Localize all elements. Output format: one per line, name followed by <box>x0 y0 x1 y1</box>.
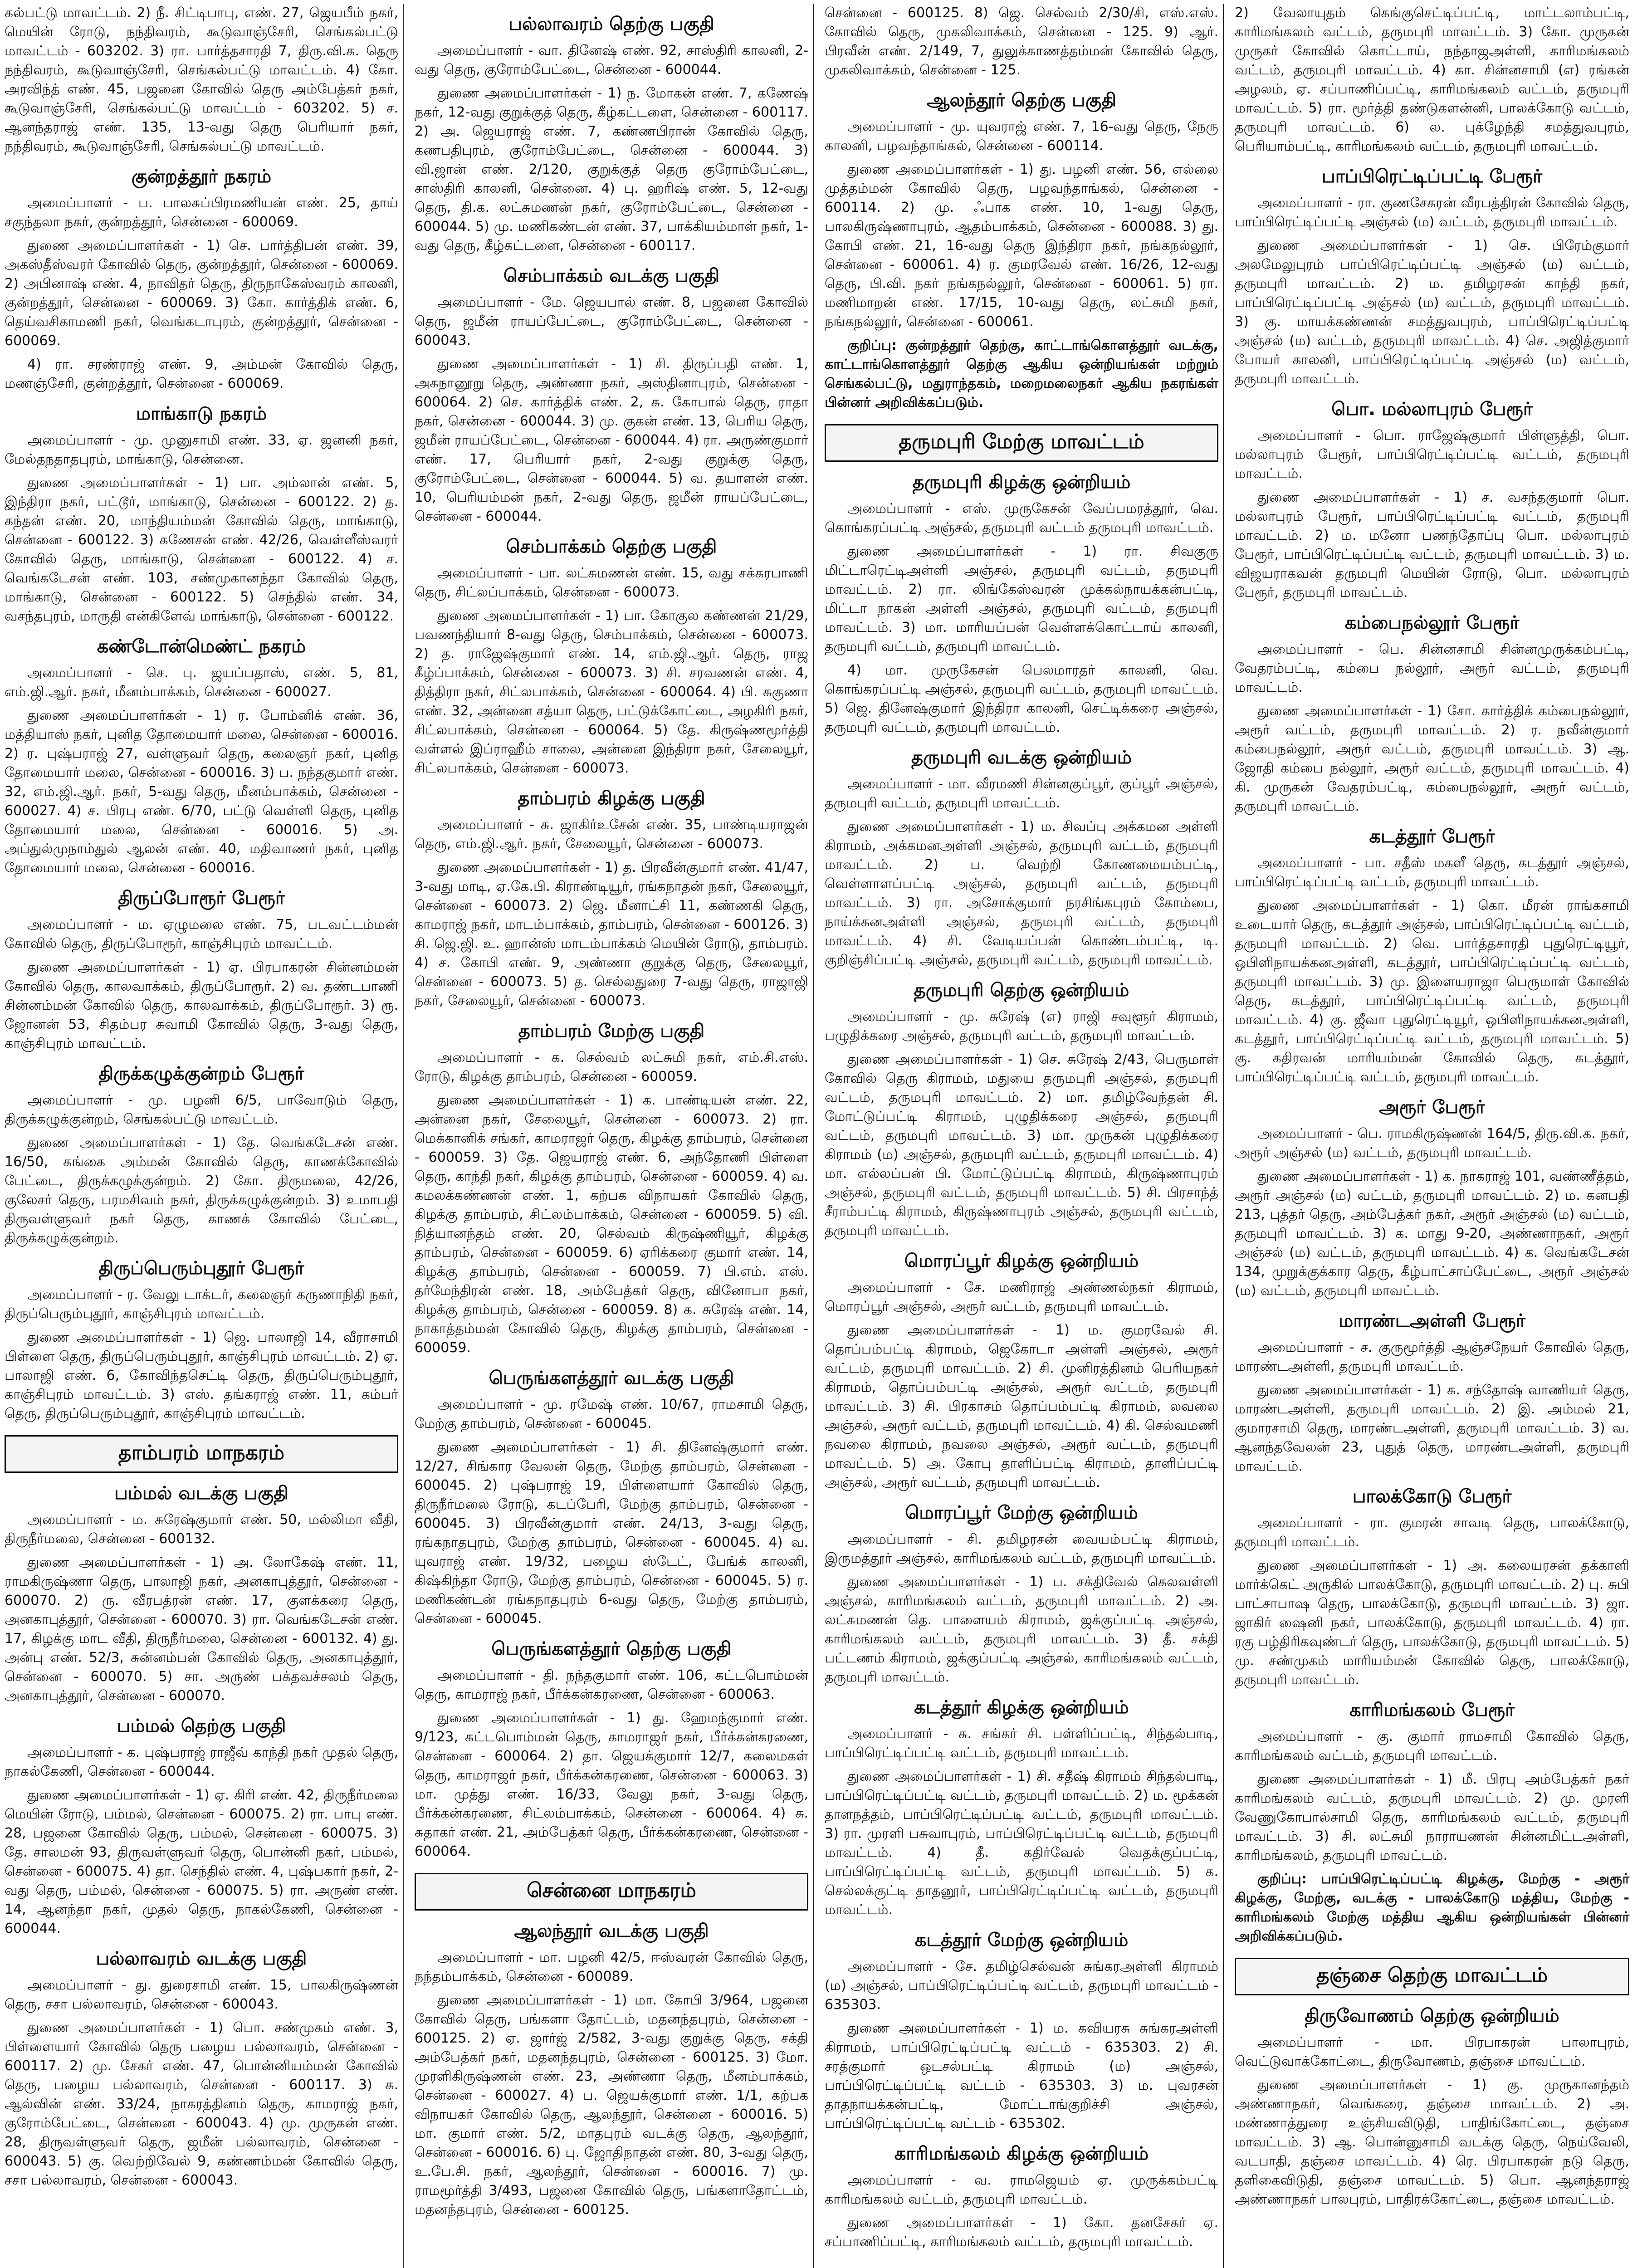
section-heading: திருப்பெரும்புதூர் பேரூர் <box>98 1258 304 1279</box>
section-heading: பம்மல் தெற்கு பகுதி <box>117 1716 286 1736</box>
section-heading: மாரண்டஅள்ளி பேரூர் <box>1339 1310 1525 1331</box>
member-paragraph: துணை அமைப்பாளர்கள் - 1) த. பிரவீன்குமார் எண். 41/47, 3-வது மாடி, ஏ.கே.பி. கிராண்டியூர், ரங்கநாதன் நகர், சேலையூர், சென்னை - 600073. 2) ஜெ. மீனாட்சி 11, கண்ணகி தெரு, காமராஜ் நகர், மாடம்பாக்கம், தாம்பரம், சென்னை - 600126. 3) சி. ஜெ.ஜி. உ. ஹான்ஸ் மாடம்பாக்கம் மெயின் ரோடு, தாம்பரம். 4) ச. கோபி எண். 9, அண்ணா குறுக்கு தெரு, சேலையூர், சென்னை - 600073. 5) த. செல்லதுரை 7-வது தெரு, ராஜாஜி நகர், சேலையூர், சென்னை - 600073. <box>415 860 808 1009</box>
member-paragraph: அமைப்பாளர் - சே. தமிழ்செல்வன் சுங்கரஅள்ளி கிராமம் (ம) அஞ்சல், பாப்பிரெட்டிப்பட்டி வட்டம், தருமபுரி மாவட்டம் - 635303. <box>825 1959 1218 2013</box>
member-paragraph: அமைப்பாளர் - பொ. ராஜேஷ்குமார் பிள்ளுத்தி, பொ. மல்லாபுரம் பேரூர், பாப்பிரெட்டிப்பட்டி வட்டம், தருமபுரி மாவட்டம். <box>1235 428 1629 482</box>
member-paragraph: அமைப்பாளர் - மு. முனுசாமி எண். 33, ஏ. ஜனனி நகர், மேல்தநதாதபுரம், மாங்காடு, சென்னை. <box>5 432 398 467</box>
member-paragraph: துணை அமைப்பாளர்கள் - 1) க. பாண்டியன் எண். 22, அன்னை நகர், சேலையூர், சென்னை - 600073. 2) ரா. மெக்கானிக் சங்கர், காமராஜர் தெரு, கிழக்கு தாம்பரம், சென்னை - 600059. 3) தே. ஜெயராஜ் எண். 6, அந்தோணி பிள்ளை தெரு, காந்தி நகர், கிழக்கு தாம்பரம், சென்னை - 600059. 4) வ. கமலக்கண்ணன் எண். 1, கற்பக விநாயகர் கோவில் தெரு, கிழக்கு தாம்பரம், சிட்லம்பாக்கம், சென்னை - 600059. 5) வி. நித்யானந்தம் எண். 20, செல்வம் கிருஷ்ணியூர், கிழக்கு தாம்பரம், சென்னை - 600059. 6) ஏரிக்கரை குமார் எண். 14, கிழக்கு தாம்பரம், சென்னை - 600059. 7) பி.எம். எஸ். தர்மேந்திரன் எண். 18, அம்பேத்கர் தெரு, வினோபா நகர், கிழக்கு தாம்பரம், சென்னை - 600059. 8) க. சுரேஷ் எண். 14, நாகாத்தம்மன் கோவில் தெரு, கிழக்கு தாம்பரம், சென்னை - 600059. <box>415 1092 808 1356</box>
column-4 <box>1235 4 1634 2268</box>
member-paragraph: அமைப்பாளர் - மா. பழனி 42/5, ஈஸ்வரன் கோவில் தெரு, நந்தம்பாக்கம், சென்னை - 600089. <box>415 1950 808 1984</box>
section-heading: காரிமங்கலம் கிழக்கு ஒன்றியம் <box>894 2143 1149 2164</box>
note-paragraph: குறிப்பு: பாப்பிரெட்டிப்பட்டி கிழக்கு, மேற்கு - அரூர் கிழக்கு, மேற்கு, வடக்கு - பாலக்கோடு மத்திய, மேற்கு - காரிமங்கலம் மேற்கு மத்திய ஆகிய ஒன்றியங்கள் பின்னர் அறிவிக்கப்படும். <box>1235 1871 1629 1944</box>
member-paragraph: துணை அமைப்பாளர்கள் - 1) ம. கவியரசு சுங்கரஅள்ளி கிராமம், பாப்பிரெட்டிப்பட்டி வட்டம் - 635303. 2) சி. சரத்குமார் ஒடசல்பட்டி கிராமம் (ம) அஞ்சல், பாப்பிரெட்டிப்பட்டி வட்டம் - 635303. 3) ம. புவரசன் தாதநாயக்கன்பட்டி, மோட்டாங்குறிச்சி அஞ்சல், பாப்பிரெட்டிப்பட்டி வட்டம் - 635302. <box>825 2020 1218 2131</box>
section-heading: கம்பைநல்லூர் பேரூர் <box>1344 612 1520 633</box>
member-paragraph: அமைப்பாளர் - தி. நந்தகுமார் எண். 106, கட்டபொம்மன் தெரு, காமராஜ் நகர், பீர்க்கன்கரணை, சென்னை - 600063. <box>415 1667 808 1702</box>
member-paragraph: அமைப்பாளர் - வ. ராமஜெயம் ஏ. முருக்கம்பட்டி காரிமங்கலம் வட்டம், தருமபுரி மாவட்டம். <box>825 2172 1218 2207</box>
member-paragraph: துணை அமைப்பாளர்கள் - 1) ம. சிவப்பு அக்கமன அள்ளி கிராமம், அக்கமனஅள்ளி அஞ்சல், தருமபுரி வட்டம், தருமபுரி மாவட்டம். 2) ப. வெற்றி கோணமையம்பட்டி, வெள்ளாளப்பட்டி அஞ்சல், தருமபுரி வட்டம், தருமபுரி மாவட்டம். 3) ரா. அசோக்குமார் நரசிங்கபுரம் கோம்பை, நாய்க்கனஅள்ளி அஞ்சல், தருமபுரி வட்டம், தருமபுரி மாவட்டம். 4) சி. வேடியப்பன் கொண்டம்பட்டி, டி. குறிஞ்சிப்பட்டி அஞ்சல், தருமபுரி வட்டம், தருமபுரி மாவட்டம். <box>825 819 1218 968</box>
section-heading: கடத்தூர் மேற்கு ஒன்றியம் <box>914 1930 1129 1950</box>
district-banner: தாம்பரம் மாநகரம் <box>5 1435 398 1473</box>
member-paragraph: துணை அமைப்பாளர்கள் - 1) மீ. பிரபு அம்பேத்கர் நகர் காரிமங்கலம் வட்டம், தருமபுரி மாவட்டம். 2) மு. முரளி வேணுகோபால்சாமி தெரு, காரிமங்கலம் வட்டம், தருமபுரி மாவட்டம். 3) சி. லட்சுமி நாராயணன் சின்னமிட்டஅள்ளி, காரிமங்கலம், தருமபுரி மாவட்டம். <box>1235 1771 1629 1863</box>
section-heading: குன்றத்தூர் நகரம் <box>131 166 272 187</box>
member-paragraph: அமைப்பாளர் - கு. குமார் ராமசாமி கோவில் தெரு, காரிமங்கலம் வட்டம், தருமபுரி மாவட்டம். <box>1235 1729 1629 1764</box>
member-paragraph: துணை அமைப்பாளர்கள் - 1) சி. சதீஷ் கிராமம் சிந்தல்பாடி, பாப்பிரெட்டிப்பட்டி வட்டம், தருமபுரி மாவட்டம். 2) ம. மூக்கன் தாளநத்தம், பாப்பிரெட்டிப்பட்டி வட்டம், தருமபுரி மாவட்டம். 3) ரா. முரளி பசுவாபுரம், பாப்பிரெட்டிப்பட்டி வட்டம், தருமபுரி மாவட்டம். 4) தீ. கதிர்வேல் வெதக்குப்பட்டி, பாப்பிரெட்டிப்பட்டி வட்டம், தருமபுரி மாவட்டம். 5) க. செல்லக்குட்டி தாதனூர், பாப்பிரெட்டிப்பட்டி வட்டம், தருமபுரி மாவட்டம். <box>825 1769 1218 1918</box>
district-banner: தஞ்சை தெற்கு மாவட்டம் <box>1235 1958 1629 1995</box>
member-paragraph: அமைப்பாளர் - எஸ். முருகேசன் வேப்பமரத்தூர், வெ. கொங்கரப்பட்டி அஞ்சல், தருமபுரி வட்டம் தருமபுரி மாவட்டம். <box>825 501 1218 536</box>
member-paragraph: துணை அமைப்பாளர்கள் - 1) அ. லோகேஷ் எண். 11, ராமகிருஷ்ணா தெரு, பாலாஜி நகர், அனகாபுத்தூர், சென்னை - 600070. 2) ரு. வீரபத்ரன் எண். 17, குளக்கரை தெரு, அனகாபுத்தூர், சென்னை - 600070. 3) ரா. வெங்கடேசன் எண். 17, கிழக்கு மாட வீதி, திருநீர்மலை, சென்னை - 600132. 4) து. அன்பு எண். 52/3, சுன்னம்பன் கோவில் தெரு, அனகாபுத்தூர், சென்னை - 600070. 5) சா. அருண் பக்தவச்சலம் தெரு, அனகாபுத்தூர், சென்னை - 600070. <box>5 1554 398 1704</box>
section-heading: திருக்கழுக்குன்றம் பேரூர் <box>98 1063 304 1084</box>
section-heading: தருமபுரி கிழக்கு ஒன்றியம் <box>912 472 1131 493</box>
member-paragraph: துணை அமைப்பாளர்கள் - 1) சி. திருப்பதி எண். 1, அகநானூறு தெரு, அண்ணா நகர், அஸ்தினாபுரம், சென்னை - 600064. 2) செ. கார்த்திக் எண். 2, சு. கோபால் தெரு, ராதா நகர், சென்னை - 600044. 3) மு. குகன் எண். 13, பெரிய தெரு, ஜமீன் ராயப்பேட்டை, சென்னை - 600044. 4) ரா. அருண்குமார் எண். 17, பெரியார் நகர், 2-வது குறுக்கு தெரு, குரோம்பேட்டை, சென்னை - 600044. 5) வ. தயாளன் எண். 10, பெரியம்மன் நகர், 2-வது தெரு, ஜமீன் ராயப்பேட்டை, சென்னை - 600044. <box>415 356 808 524</box>
member-paragraph: துணை அமைப்பாளர்கள் - 1) ச. வசந்தகுமார் பொ. மல்லாபுரம் பேரூர், பாப்பிரெட்டிப்பட்டி வட்டம், தருமபுரி மாவட்டம். 2) ம. மனோ பணந்தோப்பு பொ. மல்லாபுரம் பேரூர், பாப்பிரெட்டிப்பட்டி வட்டம், தருமபுரி மாவட்டம். 3) ம. விஜயராகவன் தருமபுரி மெயின் ரோடு, பொ. மல்லாபுரம் பேரூர், தருமபுரி மாவட்டம். <box>1235 489 1629 601</box>
section-heading: கண்டோன்மெண்ட் நகரம் <box>97 636 306 657</box>
member-paragraph: அமைப்பாளர் - பெ. சின்னசாமி சின்னமுருக்கம்பட்டி, வேதரம்பட்டி, கம்பை நல்லூர், அரூர் வட்டம், தருமபுரி மாவட்டம். <box>1235 641 1629 695</box>
section-heading: காரிமங்கலம் பேரூர் <box>1349 1700 1515 1721</box>
note-paragraph: குறிப்பு: குன்றத்தூர் தெற்கு, காட்டாங்கொளத்தூர் வடக்கு, காட்டாங்கொளத்தூர் தெற்கு ஆகிய ஒன்றியங்கள் மற்றும் செங்கல்பட்டு, மதுராந்தகம், மறைமலைநகர் ஆகிய நகரங்கள் பின்னர் அறிவிக்கப்படும். <box>825 337 1218 411</box>
member-paragraph: அமைப்பாளர் - சே. மணிராஜ் அண்ணல்நகர் கிராமம், மொரப்பூர் அஞ்சல், அரூர் வட்டம், தருமபுரி மாவட்டம். <box>825 1280 1218 1315</box>
section-heading: கடத்தூர் கிழக்கு ஒன்றியம் <box>914 1697 1129 1718</box>
member-paragraph: அமைப்பாளர் - சு. ஜாகிர்உசேன் எண். 35, பாண்டியராஜன் தெரு, எம்.ஜி.ஆர். நகர், சேலையூர், சென்னை - 600073. <box>415 817 808 852</box>
section-heading: செம்பாக்கம் வடக்கு பகுதி <box>503 265 720 286</box>
member-paragraph: துணை அமைப்பாளர்கள் - 1) து. ஹேமந்குமார் எண். 9/123, கட்டபொம்மன் தெரு, காமராஜர் நகர், பீர்க்கன்கரணை, சென்னை - 600064. 2) தா. ஜெயக்குமார் 12/7, கலைமகள் தெரு, காமராஜர் நகர், பீர்க்கன்கரணை, சென்னை - 600063. 3) மா. முத்து எண். 16/33, வேலு நகர், 3-வது தெரு, பீர்க்கன்கரணை, சிட்லம்பாக்கம், சென்னை - 600064. 4) சு. சுதாகர் எண். 21, அம்பேத்கர் தெரு, பீர்க்கன்கரணை, சென்னை - 600064. <box>415 1710 808 1859</box>
member-paragraph: துணை அமைப்பாளர்கள் - 1) ர. போம்னிக் எண். 36, மத்தியாஸ் நகர், புனித தோமையார் மலை, சென்னை - 600016. 2) ர. புஷ்பராஜ் 27, வள்ளுவர் தெரு, கலைஞர் நகர், புனித தோமையார் மலை, சென்னை - 600016. 3) ப. நந்தகுமார் எண். 32, எம்.ஜி.ஆர். நகர், 5-வது தெரு, மீனம்பாக்கம், சென்னை - 600027. 4) ச. பிரபு எண். 6/70, பட்டு வெள்ளி தெரு, புனித தோமையார் மலை, சென்னை - 600016. 5) அ. அப்துல்முநாம்துல் ஆலன் எண். 40, மதிவாணர் நகர், புனித தோமையார் மலை, சென்னை - 600016. <box>5 708 398 876</box>
member-paragraph: துணை அமைப்பாளர்கள் - 1) க. நாகராஜ் 101, வண்ணீத்தம், அரூர் அஞ்சல் (ம) வட்டம், தருமபுரி மாவட்டம். 2) ம. கனபதி 213, புத்தர் தெரு, அம்பேத்கர் நகர், அரூர் அஞ்சல் (ம) வட்டம், தருமபுரி மாவட்டம். 3) க. மாது 9-20, அண்ணாநகர், அரூர் அஞ்சல் (ம) வட்டம், தருமபுரி மாவட்டம். 4) க. வெங்கடேசன் 134, முறுக்குக்கார தெரு, கீழ்பாட்சாப்பேட்டை, அரூர் அஞ்சல் (ம) வட்டம், தருமபுரி மாவட்டம். <box>1235 1168 1629 1299</box>
section-heading: தாம்பரம் மேற்கு பகுதி <box>518 1021 705 1041</box>
member-paragraph: அமைப்பாளர் - சு. சங்கர் சி. பள்ளிப்பட்டி, சிந்தல்பாடி, பாப்பிரெட்டிப்பட்டி வட்டம், தருமபுரி மாவட்டம். <box>825 1726 1218 1761</box>
member-paragraph: அமைப்பாளர் - ப. பாலசுப்பிரமணியன் எண். 25, தாய் சகுந்தலா நகர், குன்றத்தூர், சென்னை - 600069. <box>5 195 398 230</box>
member-paragraph: 4) மா. முருகேசன் பெலமாரதர் காலனி, வெ. கொங்கரப்பட்டி அஞ்சல், தருமபுரி வட்டம், தருமபுரி மாவட்டம். 5) ஜெ. தினேஷ்குமார் இந்திரா காலனி, செட்டிக்கரை அஞ்சல், தருமபுரி வட்டம், தருமபுரி மாவட்டம். <box>825 662 1218 735</box>
member-paragraph: துணை அமைப்பாளர்கள் - 1) ஜெ. பாலாஜி 14, வீராசாமி பிள்ளை தெரு, திருப்பெரும்புதூர், காஞ்சிபுரம் மாவட்டம். 2) ஏ. பாலாஜி எண். 6, கோவிந்தசெட்டி தெரு, திருப்பெரும்புதூர், காஞ்சிபுரம் மாவட்டம். 3) எஸ். தங்கராஜ் எண். 11, கம்பர் தெரு, திருப்பெரும்புதூர், காஞ்சிபுரம் மாவட்டம். <box>5 1330 398 1422</box>
section-heading: தருமபுரி தெற்கு ஒன்றியம் <box>914 980 1129 1001</box>
district-banner: சென்னை மாநகரம் <box>415 1873 808 1911</box>
member-paragraph: துணை அமைப்பாளர்கள் - 1) து. பழனி எண். 56, எல்லை முத்தம்மன் கோவில் தெரு, பழவந்தாங்கல், சென்னை - 600114. 2) மு. ஃபாக எண். 10, 1-வது தெரு, பாலகிருஷ்ணாபுரம், ஆதம்பாக்கம், சென்னை - 600088. 3) து. கோபி எண். 21, 16-வது தெரு இந்திரா நகர், நங்கநல்லூர், சென்னை - 600061. 4) ர. குமரவேல் எண். 16/26, 12-வது தெரு, பி.வி. நகர் நங்கநல்லூர், சென்னை - 600061. 5) ரா. மணிமாறன் எண். 17/15, 10-வது தெரு, லட்சுமி நகர், நங்கநல்லூர், சென்னை - 600061. <box>825 161 1218 330</box>
member-paragraph: துணை அமைப்பாளர்கள் - 1) கொ. மீரன் ராங்கசாமி உடையார் தெரு, கடத்தூர் அஞ்சல், பாப்பிரெட்டிப்பட்டி வட்டம், தருமபுரி மாவட்டம். 2) வெ. பார்த்தசாரதி புதுரெட்டியூர், ஒபிளிநாயக்கனஅள்ளி, கடத்தூர், பாப்பிரெட்டிப்பட்டி வட்டம், தருமபுரி மாவட்டம். 3) மு. இளையராஜா பெருமாள் கோவில் தெரு, கடத்தூர், பாப்பிரெட்டிப்பட்டி வட்டம், தருமபுரி மாவட்டம். 4) கு. ஜீவா புதுரெட்டியூர், ஒபிளிநாயக்கனஅள்ளி, கடத்தூர், பாப்பிரெட்டிப்பட்டி வட்டம், தருமபுரி மாவட்டம். 5) கு. கதிரவன் மாரியம்மன் கோவில் தெரு, கடத்தூர், பாப்பிரெட்டிப்பட்டி வட்டம், தருமபுரி மாவட்டம். <box>1235 898 1629 1085</box>
member-paragraph: துணை அமைப்பாளர்கள் - 1) ந. மோகன் எண். 7, கணேஷ் நகர், 12-வது குறுக்குத் தெரு, கீழ்கட்டளை, சென்னை - 600117. 2) அ. ஜெயராஜ் எண். 7, கண்ணபிரான் கோவில் தெரு, கணபதிபுரம், குரோம்பேட்டை, சென்னை - 600044. 3) வி.ஜான் எண். 2/120, குறுக்குத் தெரு குரோம்பேட்டை, சாஸ்திரி காலனி, சென்னை. 4) பு. ஹரிஷ் எண். 5, 12-வது தெரு, தி.க. லட்சுமணன் நகர், குரோம்பேட்டை, சென்னை - 600044. 5) மு. மணிகண்டன் எண். 37, பாக்கியம்மாள் நகர், 1-வது தெரு, கீழ்கட்டளை, சென்னை - 600117. <box>415 85 808 254</box>
member-paragraph: 4) ரா. சரண்ராஜ் எண். 9, அம்மன் கோவில் தெரு, மணஞ்சேரி, குன்றத்தூர், சென்னை - 600069. <box>5 357 398 391</box>
member-paragraph: அமைப்பாளர் - க. செல்வம் லட்சுமி நகர், எம்.சி.எஸ். ரோடு, கிழக்கு தாம்பரம், சென்னை - 600059. <box>415 1050 808 1085</box>
section-heading: தாம்பரம் கிழக்கு பகுதி <box>518 788 705 809</box>
member-paragraph: அமைப்பாளர் - ரா. குணசேகரன் வீரபத்திரன் கோவில் தெரு, பாப்பிரெட்டிப்பட்டி அஞ்சல் (ம) வட்டம், தருமபுரி மாவட்டம். <box>1235 195 1629 230</box>
member-paragraph: அமைப்பாளர் - செ. பு. ஜயப்பதாஸ், எண். 5, 81, எம்.ஜி.ஆர். நகர், மீனம்பாக்கம், சென்னை - 600027. <box>5 665 398 700</box>
section-heading: ஆலந்தூர் வடக்கு பகுதி <box>514 1921 709 1941</box>
member-paragraph: துணை அமைப்பாளர்கள் - 1) ஏ. கிரி எண். 42, திருநீர்மலை மெயின் ரோடு, பம்மல், சென்னை - 600075. 2) ரா. பாபு எண். 28, பஜனை கோவில் தெரு, பம்மல், சென்னை - 600075. 3) தே. சாலமன் 93, திருவள்ளுவர் தெரு, பொன்னி நகர், பம்மல், சென்னை - 600075. 4) தா. செந்தில் எண். 4, புஷ்பகார் நகர், 2-வது தெரு, பம்மல், சென்னை - 600075. 5) ரா. அருண் எண். 14, ஆனந்தா நகர், முதல் தெரு, நாகல்கேணி, சென்னை - 600044. <box>5 1787 398 1936</box>
member-paragraph: அமைப்பாளர் - பா. சதீஸ் மகளீ தெரு, கடத்தூர் அஞ்சல், பாப்பிரெட்டிப்பட்டி வட்டம், தருமபுரி மாவட்டம். <box>1235 855 1629 890</box>
column-intro: கல்பட்டு மாவட்டம். 2) நீ. சிட்டிபாபு, எண். 27, ஜெயபீம் நகர், மெயின் ரோடு, நந்திவரம், கூடுவாஞ்சேரி, செங்கல்பட்டு மாவட்டம் - 603202. 3) ரா. பார்த்தசாரதி 7, திரு.வி.க. தெரு நந்திவரம், கூடுவாஞ்சேரி, செங்கல்பட்டு மாவட்டம். 4) கோ. அரவிந்த் எண். 45, பஜனை கோவில் தெரு அம்பேத்கர் நகர், கூடுவாஞ்சேரி, செங்கல்பட்டு மாவட்டம் - 603202. 5) ச. ஆனந்தராஜ் எண். 135, 13-வது தெரு பெரியார் நகர், நந்திவரம், கூடுவாஞ்சேரி, செங்கல்பட்டு மாவட்டம். <box>5 5 398 154</box>
member-paragraph: அமைப்பாளர் - ம. ஏழுமலை எண். 75, படவட்டம்மன் கோவில் தெரு, திருப்போரூர், காஞ்சிபுரம் மாவட்டம். <box>5 917 398 952</box>
column-2 <box>415 4 814 2268</box>
member-paragraph: அமைப்பாளர் - சி. தமிழரசன் வையம்பட்டி கிராமம், இருமத்தூர் அஞ்சல், காரிமங்கலம் வட்டம், தருமபுரி மாவட்டம். <box>825 1531 1218 1566</box>
section-heading: அரூர் பேரூர் <box>1379 1097 1485 1118</box>
member-paragraph: துணை அமைப்பாளர்கள் - 1) சி. தினேஷ்குமார் எண். 12/27, சிங்கார வேலன் தெரு, மேற்கு தாம்பரம், சென்னை - 600045. 2) புஷ்பராஜ் 19, பிள்ளையார் கோவில் தெரு, திருநீர்மலை ரோடு, கடப்பேரி, மேற்கு தாம்பரம், சென்னை - 600045. 3) பிரவீன்குமார் எண். 24/13, 3-வது தெரு, ரங்கநாதபுரம், மேற்கு தாம்பரம், சென்னை - 600045. 4) வ. யுவராஜ் எண். 19/32, பழைய ஸ்டேட், பேங்க் காலனி, கிஷ்கிந்தா ரோடு, மேற்கு தாம்பரம், சென்னை - 600045. 5) ர. மணிகண்டன் ரங்கநாதபுரம் 6-வது தெரு, மேற்கு தாம்பரம், சென்னை - 600045. <box>415 1439 808 1627</box>
member-paragraph: அமைப்பாளர் - மு. யுவராஜ் எண். 7, 16-வது தெரு, நேரு காலனி, பழவந்தாங்கல், சென்னை - 600114. <box>825 119 1218 154</box>
member-paragraph: துணை அமைப்பாளர்கள் - 1) செ. பிரேம்குமார் அலமேலுபுரம் பாப்பிரெட்டிப்பட்டி அஞ்சல் (ம) வட்டம், தருமபுரி மாவட்டம். 2) ம. தமிழரசன் காந்தி நகர், பாப்பிரெட்டிப்பட்டி அஞ்சல் (ம) வட்டம், தருமபுரி மாவட்டம். 3) கு. மாயக்கண்ணன் சமத்துவபுரம், பாப்பிரெட்டிப்பட்டி அஞ்சல் (ம) வட்டம், தருமபுரி மாவட்டம். 4) செ. அஜித்குமார் போயர் காலனி, பாப்பிரெட்டிப்பட்டி அஞ்சல் (ம) வட்டம், தருமபுரி மாவட்டம். <box>1235 238 1629 387</box>
district-banner: தருமபுரி மேற்கு மாவட்டம் <box>825 424 1218 462</box>
member-paragraph: அமைப்பாளர் - து. துரைசாமி எண். 15, பாலகிருஷ்ணன் தெரு, சசா பல்லாவரம், சென்னை - 600043. <box>5 1977 398 2012</box>
section-heading: பொ. மல்லாபுரம் பேரூர் <box>1331 399 1533 420</box>
member-paragraph: துணை அமைப்பாளர்கள் - 1) மா. கோபி 3/964, பஜனை கோவில் தெரு, பங்களா தோட்டம், மதனந்தபுரம், சென்னை - 600125. 2) ஏ. ஜார்ஜ் 2/582, 3-வது குறுக்கு தெரு, சக்தி அம்பேத்கர் நகர், மதனந்தபுரம், சென்னை - 600125. 3) மோ. முரளிகிருஷ்ணன் எண். 23, அண்ணா தெரு, மீனம்பாக்கம், சென்னை - 600027. 4) ப. ஜெயக்குமார் எண். 1/1, கற்பக விநாயகர் கோவில் தெரு, ஆலந்தூர், சென்னை - 600016. 5) மா. குமார் எண். 5/2, மாதபுரம் வடக்கு தெரு, ஆலந்தூர், சென்னை - 600016. 6) பு. ஜோதிநாதன் எண். 80, 3-வது தெரு, உ.பே.சி. நகர், ஆலந்தூர், சென்னை - 600016. 7) மு. ராமமூர்த்தி 3/493, பஜனை கோவில் தெரு, பங்களாதோட்டம், மதனந்தபுரம், சென்னை - 600125. <box>415 1992 808 2218</box>
member-paragraph: அமைப்பாளர் - மு. பழனி 6/5, பாவோடும் தெரு, திருக்கழுக்குன்றம், செங்கல்பட்டு மாவட்டம். <box>5 1092 398 1127</box>
member-paragraph: துணை அமைப்பாளர்கள் - 1) செ. சுரேஷ் 2/43, பெருமாள் கோவில் தெரு கிராமம், மதுயை தருமபுரி அஞ்சல், தருமபுரி வட்டம், தருமபுரி மாவட்டம். 2) மா. தமிழ்வேந்தன் சி. மோட்டுப்பட்டி கிராமம், புழுதிக்கரை அஞ்சல், தருமபுரி வட்டம், தருமபுரி மாவட்டம். 3) மா. முருகன் புழுதிக்கரை கிராமம் (ம) அஞ்சல், தருமபுரி வட்டம், தருமபுரி மாவட்டம். 4) மா. எல்லப்பன் பி. மோட்டுப்பட்டி கிராமம், கிருஷ்ணாபுரம் அஞ்சல், தருமபுரி வட்டம், தருமபுரி மாவட்டம். 5) சி. பிரசாந்த் சீராம்பட்டி கிராமம், கிருஷ்ணாபுரம் அஞ்சல், தருமபுரி வட்டம், தருமபுரி மாவட்டம். <box>825 1051 1218 1239</box>
section-heading: மொரப்பூர் கிழக்கு ஒன்றியம் <box>904 1251 1139 1271</box>
section-heading: பெருங்களத்தூர் தெற்கு பகுதி <box>491 1638 732 1659</box>
member-paragraph: துணை அமைப்பாளர்கள் - 1) க. சந்தோஷ் வாணியர் தெரு, மாரண்டஅள்ளி, தருமபுரி மாவட்டம். 2) இ. அம்மல் 21, குமாரசாமி தெரு, மாரண்டஅள்ளி, தருமபுரி மாவட்டம். 3) வ. ஆனந்தவேலன் 23, புதுத் தெரு, மாரண்டஅள்ளி, தருமபுரி மாவட்டம். <box>1235 1382 1629 1474</box>
member-paragraph: அமைப்பாளர் - மு. சுரேஷ் (எ) ராஜி சவுளூர் கிராமம், பழுதிக்கரை அஞ்சல், தருமபுரி வட்டம், தருமபுரி மாவட்டம். <box>825 1009 1219 1044</box>
member-paragraph: அமைப்பாளர் - பெ. ராமகிருஷ்ணன் 164/5, திரு.வி.க. நகர், அரூர் அஞ்சல் (ம) வட்டம், தருமபுரி மாவட்டம். <box>1235 1126 1629 1161</box>
member-paragraph: அமைப்பாளர் - மா. வீரமணி சின்னகுப்பூர், குப்பூர் அஞ்சல், தருமபுரி வட்டம், தருமபுரி மாவட்டம். <box>825 776 1218 811</box>
member-paragraph: துணை அமைப்பாளர்கள் - 1) கோ. தனசேகர் ஏ. சப்பாணிப்பட்டி, காரிமங்கலம் வட்டம், தருமபுரி மாவட்டம். <box>825 2215 1218 2250</box>
section-heading: செம்பாக்கம் தெற்கு பகுதி <box>506 536 717 557</box>
member-paragraph: அமைப்பாளர் - பா. லட்சுமணன் எண். 15, வது சக்கரபாணி தெரு, சிட்லப்பாக்கம், சென்னை - 600073. <box>415 565 808 600</box>
section-heading: பெருங்களத்தூர் வடக்கு பகுதி <box>489 1368 734 1388</box>
member-paragraph: அமைப்பாளர் - மே. ஜெயபால் எண். 8, பஜனை கோவில் தெரு, ஜமீன் ராயப்பேட்டை, குரோம்பேட்டை, சென்னை - 600043. <box>415 294 808 348</box>
section-heading: மாங்காடு நகரம் <box>136 403 267 424</box>
member-paragraph: அமைப்பாளர் - மு. ரமேஷ் எண். 10/67, ராமசாமி தெரு, மேற்கு தாம்பரம், சென்னை - 600045. <box>415 1397 808 1432</box>
section-heading: பாலக்கோடு பேரூர் <box>1352 1486 1512 1507</box>
member-paragraph: துணை அமைப்பாளர்கள் - 1) பா. கோகுல கண்ணன் 21/29, பவணந்தியார் 8-வது தெரு, செம்பாக்கம், சென்னை - 600073. 2) த. ராஜேஷ்குமார் எண். 14, எம்.ஜி.ஆர். தெரு, ராஜ கீழ்ப்பாக்கம், சென்னை - 600073. 3) சி. சரவணன் எண். 4, தித்திரா நகர், சிட்லபாக்கம், சென்னை - 600064. 4) பி. சுகுணா எண். 32, அன்னை சத்யா தெரு, பட்டுக்கோட்டை, அழகிரி நகர், சிட்லபாக்கம், சென்னை - 600064. 5) தே. கிருஷ்ணமூர்த்தி வள்ளல் இப்ராஹீம் சாலை, அன்னை இந்திரா நகர், சேலையூர், சிட்லபாக்கம், சென்னை - 600073. <box>415 608 808 776</box>
section-heading: திருப்போரூர் பேரூர் <box>118 888 285 909</box>
member-paragraph: அமைப்பாளர் - வா. தினேஷ் எண். 92, சாஸ்திரி காலனி, 2-வது தெரு, குரோம்பேட்டை, சென்னை - 600044. <box>415 43 808 78</box>
column-intro: 2) வேலாயுதம் கெங்குசெட்டிப்பட்டி, மாட்டலாம்பட்டி, காரிமங்கலம் வட்டம், தருமபுரி மாவட்டம். 3) கோ. முருகன் முருகர் கோவில் கொட்டாய், நந்தாஜஅள்ளி, காரிமங்கலம் வட்டம், தருமபுரி மாவட்டம். 4) கா. சின்னசாமி (எ) ரங்கன் அழலம், ஏ. சப்பாணிப்பட்டி, காரிமங்கலம் வட்டம், தருமபுரி மாவட்டம். 5) ரா. மூர்த்தி தண்டுகளன்னி, பாலக்கோடு வட்டம், தருமபுரி மாவட்டம். 6) ல. புக்ழேந்தி சமத்துவபுரம், பெரியாம்பட்டி, காரிமங்கலம் வட்டம், தருமபுரி மாவட்டம். <box>1235 5 1629 154</box>
section-heading: கடத்தூர் பேரூர் <box>1369 826 1495 847</box>
member-paragraph: அமைப்பாளர் - ம. சுரேஷ்குமார் எண். 50, மல்லிமா வீதி, திருநீர்மலை, சென்னை - 600132. <box>5 1512 398 1547</box>
section-heading: ஆலந்தூர் தெற்கு பகுதி <box>927 90 1116 111</box>
member-paragraph: துணை அமைப்பாளர்கள் - 1) ஏ. பிரபாகரன் சின்னம்மன் கோவில் தெரு, காலவாக்கம், திருப்போரூர். 2) வ. தண்டபாணி சின்னம்மன் கோவில் தெரு, காலவாக்கம், திருப்போரூர். 3) ரூ. ஜோனன் 53, சிதம்பர சுவாமி கோவில் தெரு, 3-வது தெரு, காஞ்சிபுரம் மாவட்டம். <box>5 959 398 1051</box>
member-paragraph: அமைப்பாளர் - ரா. குமரன் சாவடி தெரு, பாலக்கோடு, தருமபுரி மாவட்டம். <box>1235 1515 1629 1550</box>
member-paragraph: அமைப்பாளர் - மா. பிரபாகரன் பாலாபுரம், வெட்டுவாக்கோட்டை, திருவோணம், தஞ்சை மாவட்டம். <box>1235 2034 1629 2069</box>
member-paragraph: துணை அமைப்பாளர்கள் - 1) தே. வெங்கடேசன் எண். 16/50, கங்கை அம்மன் கோவில் தெரு, காணக்கோவில் பேட்டை, திருக்கழுக்குன்றம். 2) கோ. திருமலை, 42/26, குலேசர் தெரு, பரமசிவம் நகர், திருக்கழுக்குன்றம். 3) உமாபதி திருவள்ளுவர் நகர் தெரு, காணக் கோவில் பேட்டை, திருக்கழுக்குன்றம். <box>5 1135 398 1246</box>
section-heading: மொரப்பூர் மேற்கு ஒன்றியம் <box>905 1502 1138 1523</box>
member-paragraph: அமைப்பாளர் - ச. குருமூர்த்தி ஆஞ்சநேயர் கோவில் தெரு, மாரண்டஅள்ளி, தருமபுரி மாவட்டம். <box>1235 1339 1629 1374</box>
member-paragraph: துணை அமைப்பாளர்கள் - 1) அ. கலையரசன் தக்காளி மார்க்கெட் அருகில் பாலக்கோடு, தருமபுரி மாவட்டம். 2) பு. சுபி பாட்சாபாஷ தெரு, பாலக்கோடு, தருமபுரி மாவட்டம். 3) ஜா. ஜாகிர் ஷைனி நகர், பாலக்கோடு, தருமபுரி மாவட்டம். 4) ரா. ரகு பழ்திரிகவுண்டர் தெரு, பாலக்கோடு, தருமபுரி மாவட்டம். 5) மு. சண்முகம் மாரியம்மன் கோவில் தெரு, பாலக்கோடு, தருமபுரி மாவட்டம். <box>1235 1558 1629 1688</box>
column-3 <box>825 4 1224 2268</box>
section-heading: தருமபுரி வடக்கு ஒன்றியம் <box>911 747 1132 768</box>
member-paragraph: துணை அமைப்பாளர்கள் - 1) ரா. சிவகுரு மிட்டாரெட்டிஅள்ளி அஞ்சல், தருமபுரி வட்டம், தருமபுரி மாவட்டம். 2) ரா. லிங்கேஸ்வரன் முக்கல்நாயக்கன்பட்டி, மிட்டா நாகன் அள்ளி அஞ்சல், தருமபுரி வட்டம், தருமபுரி மாவட்டம். 3) மா. மாரியப்பன் வெள்ளக்கொட்டாய் காலனி, தருமபுரி வட்டம், தருமபுரி மாவட்டம். <box>825 543 1218 655</box>
section-heading: பல்லாவரம் தெற்கு பகுதி <box>508 14 714 34</box>
column-intro: சென்னை - 600125. 8) ஜெ. செல்வம் 2/30/சி, எஸ்.எஸ். கோவில் தெரு, முகலிவாக்கம், சென்னை - 125. 9) ஆர். பிரவீன் எண். 2/149, 7, துலுக்காணத்தம்மன் கோவில் தெரு, முகலிவாக்கம், சென்னை - 125. <box>825 5 1218 78</box>
member-paragraph: துணை அமைப்பாளர்கள் - 1) ம. குமரவேல் சி. தொப்பம்பட்டி கிராமம், ஜெகோடா அள்ளி அஞ்சல், அரூர் வட்டம், தருமபுரி மாவட்டம். 2) சி. முனிரத்தினம் பெரியநகர் கிராமம், தொப்பம்பட்டி அஞ்சல், அரூர் வட்டம், தருமபுரி மாவட்டம். 3) சி. பிரகாசம் தொப்பம்பட்டி கிராமம், லவலை அஞ்சல், அரூர் வட்டம், தருமபுரி மாவட்டம். 4) கி. செல்வமணி நவலை கிராமம், நவலை அஞ்சல், அரூர் வட்டம், தருமபுரி மாவட்டம். 5) அ. கோபு தாளிப்பட்டி கிராமம், தாளிப்பட்டி அஞ்சல், அரூர் வட்டம், தருமபுரி மாவட்டம். <box>825 1322 1218 1491</box>
member-paragraph: அமைப்பாளர் - க. புஷ்பராஜ் ராஜீவ் காந்தி நகர் முதல் தெரு, நாகல்கேணி, சென்னை - 600044. <box>5 1745 398 1779</box>
column-1 <box>5 4 404 2268</box>
member-paragraph: துணை அமைப்பாளர்கள் - 1) செ. பார்த்திபன் எண். 39, அகஸ்தீஸ்வரர் கோவில் தெரு, குன்றத்தூர், சென்னை - 600069. 2) அபினாஷ் எண். 4, நாவிதர் தெரு, திருநாகேஸ்வரம் காலனி, குன்றத்தூர், சென்னை - 600069. 3) கோ. கார்த்திக் எண். 6, தெய்வசிகாமணி நகர், வெங்கடாபுரம், குன்றத்தூர், சென்னை - 600069. <box>5 238 398 349</box>
section-heading: திருவோணம் தெற்கு ஒன்றியம் <box>1305 2005 1559 2026</box>
member-paragraph: துணை அமைப்பாளர்கள் - 1) பா. அம்லான் எண். 5, இந்திரா நகர், பட்டூர், மாங்காடு, சென்னை - 600122. 2) த. கந்தன் எண். 20, மாந்தியம்மன் கோவில் தெரு, மாங்காடு, சென்னை - 600122. 3) கணேசன் எண். 42/26, வெள்ளீஸ்வரர் கோவில் தெரு, மாங்காடு, சென்னை - 600122. 4) ச. வெங்கடேசன் எண். 103, சண்முகானந்தா கோவில் தெரு, மாங்காடு, சென்னை - 600122. 5) செந்தில் எண். 34, வசந்தபுரம், மாருதி என்கிளேவ் மாங்காடு, சென்னை - 600122. <box>5 475 398 624</box>
section-heading: பாப்பிரெட்டிப்பட்டி பேரூர் <box>1321 166 1543 187</box>
member-paragraph: துணை அமைப்பாளர்கள் - 1) பொ. சண்முகம் எண். 3, பிள்ளையார் கோவில் தெரு பழைய பல்லாவரம், சென்னை - 600117. 2) மு. சேகர் எண். 47, பொன்னியம்மன் கோவில் தெரு, பழைய பல்லாவரம், சென்னை - 600117. 3) க. ஆல்வின் எண். 33/24, நாகரத்தினம் தெரு, காமராஜ் நகர், குரோம்பேட்டை, சென்னை - 600043. 4) மு. முருகன் எண். 28, திருவள்ளுவர் தெரு, ஜமீன் பல்லாவரம், சென்னை - 600043. 5) கு. வெற்றிவேல் 9, கண்ணம்மன் கோவில் தெரு, சசா பல்லாவரம், சென்னை - 600043. <box>5 2020 398 2188</box>
member-paragraph: துணை அமைப்பாளர்கள் - 1) ப. சக்திவேல் கெலவள்ளி அஞ்சல், காரிமங்கலம் வட்டம், தருமபுரி மாவட்டம். 2) அ. லட்சுமணன் தெ. பாளையம் கிராமம், ஜக்குப்பட்டி அஞ்சல், காரிமங்கலம் வட்டம், தருமபுரி மாவட்டம். 3) தீ. சக்தி பட்டணம் கிராமம், ஜக்குப்பட்டி அஞ்சல், காரிமங்கலம் வட்டம், தருமபுரி மாவட்டம். <box>825 1574 1218 1685</box>
member-paragraph: அமைப்பாளர் - ர. வேலு டாக்டர், கலைஞர் கருணாநிதி நகர், திருப்பெரும்புதூர், காஞ்சிபுரம் மாவட்டம். <box>5 1287 398 1322</box>
member-paragraph: துணை அமைப்பாளர்கள் - 1) கு. முருகானந்தம் அண்ணாநகர், வெங்கரை, தஞ்சை மாவட்டம். 2) அ. மண்ணாத்துரை உஞ்சியவிடுதி, பாதிங்கோட்டை, தஞ்சை மாவட்டம். 3) ஆ. பொன்னுசாமி வடக்கு தெரு, நெய்வேலி, வடபாதி, தஞ்சை மாவட்டம். 4) ரெ. பிரபாகரன் நடு தெரு, தளிகைவிடுதி, தஞ்சை மாவட்டம். 5) பொ. ஆனந்தராஜ் அண்ணாநகர் பாலபுரம், பாதிரக்கோட்டை, தஞ்சை மாவட்டம். <box>1235 2077 1629 2207</box>
section-heading: பம்மல் வடக்கு பகுதி <box>114 1483 289 1504</box>
section-heading: பல்லாவரம் வடக்கு பகுதி <box>96 1948 307 1969</box>
member-paragraph: துணை அமைப்பாளர்கள் - 1) சோ. கார்த்திக் கம்பைநல்லூர், அரூர் வட்டம், தருமபுரி மாவட்டம். 2) ர. நவீன்குமார் கம்பைநல்லூர், அரூர் வட்டம், தருமபுரி மாவட்டம். 3) ஆ. ஜோதி கம்பை நல்லூர், அரூர் வட்டம், தருமபுரி மாவட்டம். 4) கி. முருகன் வேதரம்பட்டி, கம்பைநல்லூர், அரூர் வட்டம், தருமபுரி மாவட்டம். <box>1235 703 1629 814</box>
